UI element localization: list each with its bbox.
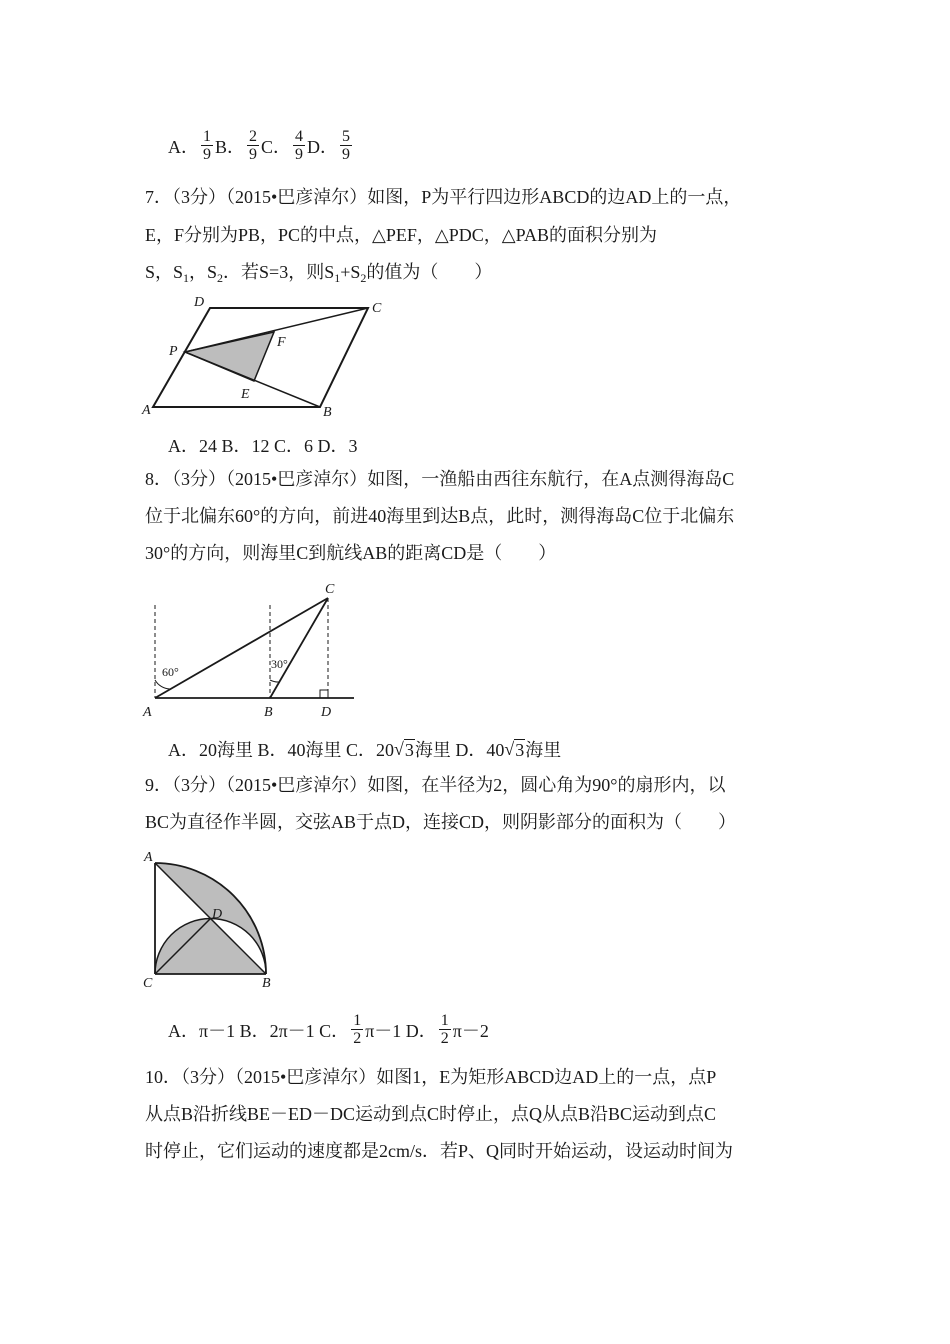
q7-parallelogram-figure xyxy=(140,292,400,422)
q9-options: A．π－1 B．2π－1 C． $\frac{1}{2}$ π－1 D． $\frac{1}{2}$ π－2 xyxy=(168,1012,489,1047)
label-d: D xyxy=(321,705,332,720)
q8-text-line2: 位于北偏东60°的方向，前进40海里到达B点，此时，测得海岛C位于北偏东 xyxy=(145,506,735,526)
q9-opt-d-fraction: $\frac{1}{2}$ xyxy=(440,1012,449,1047)
label-p: P xyxy=(169,344,178,359)
sqrt-symbol: √ 3 xyxy=(394,738,414,760)
q6-options xyxy=(168,128,354,163)
label-b: B xyxy=(264,705,273,720)
q8-text-line3: 30°的方向，则海里C到航线AB的距离CD是（ ） xyxy=(145,543,557,563)
label-d: D xyxy=(194,295,205,310)
q6-opt-b-fraction: $\frac{2}{9}$ xyxy=(249,128,258,163)
label-angle-60: 60° xyxy=(162,665,179,679)
q8-navigation-figure xyxy=(140,580,370,725)
q7-text-line1: 7．（3分）（2015•巴彦淖尔）如图，P为平行四边形ABCD的边AD上的一点， xyxy=(145,187,742,207)
q9-text-line1: 9．（3分）（2015•巴彦淖尔）如图，在半径为2，圆心角为90°的扇形内，以 xyxy=(145,775,726,795)
label-c: C xyxy=(325,582,335,597)
q9-sector-figure xyxy=(140,848,290,993)
label-d: D xyxy=(212,907,223,922)
label-f: F xyxy=(277,335,286,350)
q7-text-line3: S，$S_1$，$S_2$．若S=3，则$S_1+S_2$的值为（ ） xyxy=(145,262,493,285)
sqrt-symbol: √ 3 xyxy=(504,738,525,760)
label-angle-30: 30° xyxy=(271,657,288,671)
q9-opt-c-fraction: $\frac{1}{2}$ xyxy=(353,1012,362,1047)
q6-opt-d-fraction: $\frac{5}{9}$ xyxy=(342,128,351,163)
q6-opt-d-label: D． xyxy=(307,136,339,157)
q6-opt-c-label: C． xyxy=(261,136,292,157)
label-b: B xyxy=(262,976,271,991)
label-a: A xyxy=(143,705,152,720)
label-b: B xyxy=(323,405,332,420)
q7-text-line2: E，F分别为PB，PC的中点，△PEF，△PDC，△PAB的面积分别为 xyxy=(145,225,657,245)
q10-text-line1: 10．（3分）（2015•巴彦淖尔）如图1，E为矩形ABCD边AD上的一点，点P xyxy=(145,1067,717,1087)
shaded-triangle-pef xyxy=(185,332,274,381)
label-a: A xyxy=(142,403,151,418)
angle-arc-a xyxy=(155,680,170,689)
q8-text-line1: 8．（3分）（2015•巴彦淖尔）如图，一渔船由西往东航行，在A点测得海岛C xyxy=(145,469,735,489)
q6-opt-a-label: A． xyxy=(168,136,199,157)
label-e: E xyxy=(241,387,250,402)
q6-opt-c-fraction: $\frac{4}{9}$ xyxy=(295,128,304,163)
label-a: A xyxy=(144,850,153,865)
angle-arc-b xyxy=(270,680,279,682)
q7-options: A．24 B．12 C．6 D．3 xyxy=(168,436,358,456)
label-c: C xyxy=(372,301,382,316)
q10-text-line2: 从点B沿折线BE－ED－DC运动到点C时停止，点Q从点B沿BC运动到点C xyxy=(145,1104,717,1124)
q9-text-line2: BC为直径作半圆，交弦AB于点D，连接CD，则阴影部分的面积为（ ） xyxy=(145,812,737,832)
q6-opt-a-fraction: $\frac{1}{9}$ xyxy=(203,128,211,163)
q8-options: A．20海里 B．40海里 C．20 √ 3 海里 D．40 √ 3 海里 xyxy=(168,738,562,760)
q6-opt-b-label: B． xyxy=(215,136,246,157)
q10-text-line3: 时停止，它们运动的速度都是2cm/s．若P、Q同时开始运动，设运动时间为 xyxy=(145,1141,734,1161)
line-ac xyxy=(155,598,328,698)
label-c: C xyxy=(143,976,153,991)
line-bc xyxy=(270,598,328,698)
right-angle-mark xyxy=(320,690,328,698)
